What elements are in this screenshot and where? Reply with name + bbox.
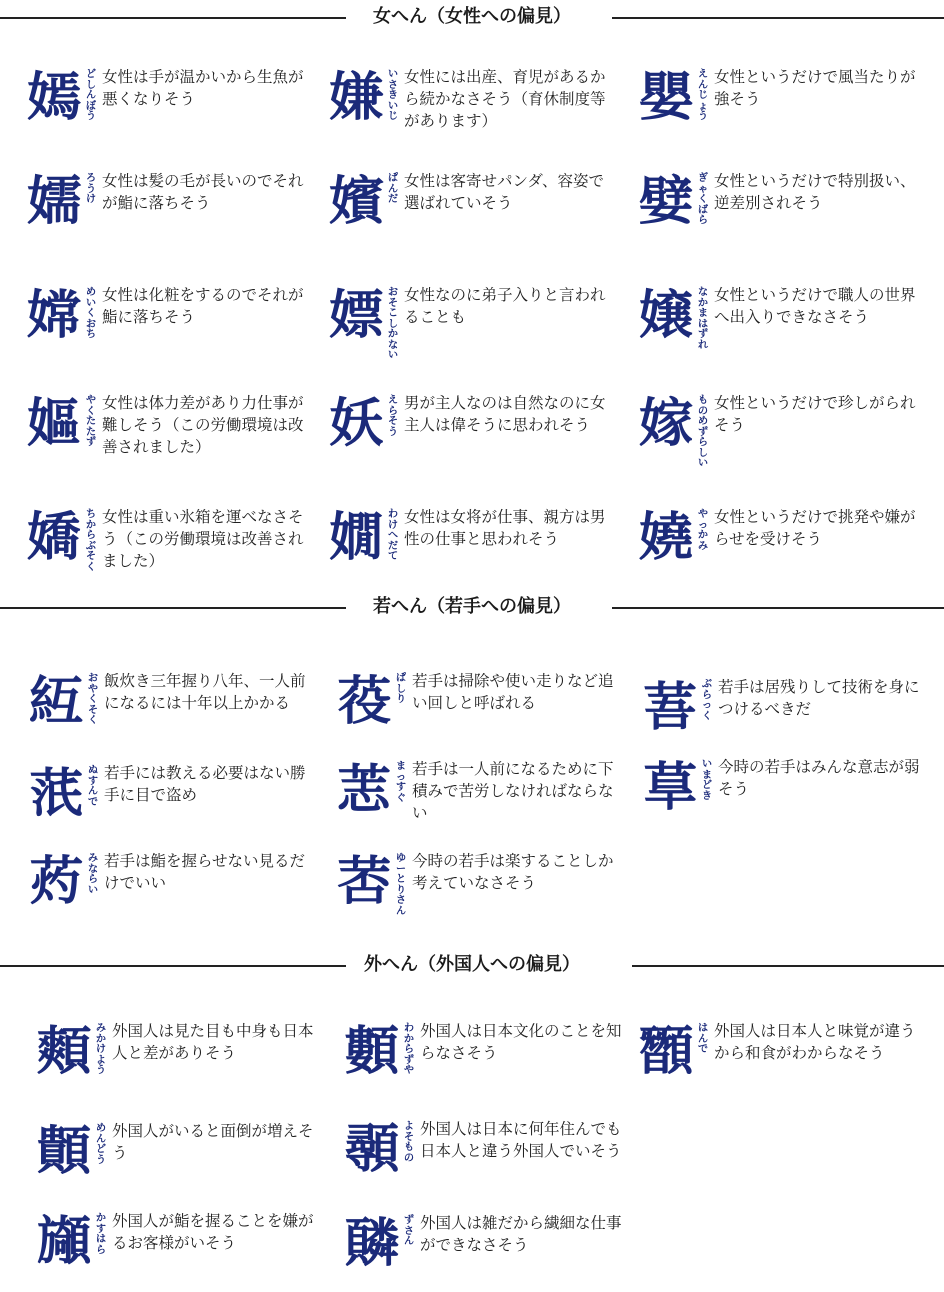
kanji-glyph: 䓈 — [336, 671, 390, 732]
kanji-reading: ろうけ — [86, 173, 96, 205]
entry — [24, 170, 324, 250]
kanji-reading: おやくそく — [88, 673, 98, 726]
entry — [26, 850, 326, 930]
kanji-reading: ずさん — [404, 1215, 414, 1247]
entry — [26, 670, 326, 750]
kanji-glyph: 嫦 — [26, 285, 80, 346]
entry — [342, 1118, 642, 1198]
section-header — [0, 952, 944, 978]
entry-text: 女性は重い氷箱を運べなさそう（この労働環境は改善されました） — [102, 508, 304, 570]
entry — [34, 1210, 334, 1290]
entry — [326, 506, 626, 586]
kanji-glyph: 䓊 — [642, 677, 696, 738]
kanji-glyph: 嫖 — [328, 285, 382, 346]
entry-text: 外国人は雑だから繊細な仕事ができなさそう — [420, 1214, 622, 1254]
entry-text: 外国人は見た目も中身も日本人と差がありそう — [112, 1022, 314, 1062]
entry — [326, 66, 626, 146]
entry — [24, 284, 324, 364]
kanji-reading: ぬすんで — [88, 765, 98, 808]
entry-text: 今時の若手はみんな意志が弱そう — [718, 758, 920, 798]
kanji-glyph: 䓎 — [28, 851, 82, 912]
kanji-reading: みならい — [88, 853, 98, 896]
entry — [334, 670, 634, 750]
kanji-reading: ぎゃくばら — [698, 173, 708, 226]
entry — [636, 506, 936, 586]
kanji-reading: ちからぶそく — [86, 509, 96, 573]
section-title: 外へん（外国人への偏見） — [348, 954, 596, 975]
kanji-glyph: 䓏 — [336, 851, 390, 912]
entry-text: 外国人は日本に何年住んでも日本人と違う外国人でいそう — [420, 1120, 622, 1160]
kanji-glyph: 䓋 — [28, 763, 82, 824]
section-title: 女へん（女性への偏見） — [357, 6, 587, 27]
entry — [24, 392, 324, 472]
entry — [326, 170, 626, 250]
entry-text: 女性は化粧をするのでそれが鮨に落ちそう — [102, 286, 304, 326]
section-header — [0, 4, 944, 30]
kanji-glyph: 妖 — [328, 393, 382, 454]
entry-text: 女性は髪の毛が長いのでそれが鮨に落ちそう — [102, 172, 304, 212]
entry — [326, 284, 626, 364]
entry-text: 女性には出産、育児があるから続かなさそう（育休制度等があります） — [404, 68, 606, 130]
kanji-glyph: 䫮 — [344, 1119, 398, 1180]
kanji-reading: はんで — [698, 1023, 708, 1055]
entry — [334, 758, 634, 838]
entry — [636, 392, 936, 472]
kanji-reading: みかけよう — [96, 1023, 106, 1076]
entry-text: 若手は居残りして技術を身につけるべきだ — [718, 678, 920, 718]
entry-text: 若手には教える必要はない勝手に目で盗め — [104, 764, 306, 804]
entry-text: 女性というだけで職人の世界へ出入りできなさそう — [714, 286, 916, 326]
kanji-glyph: 䫪 — [36, 1021, 90, 1082]
entry — [24, 506, 324, 586]
entry-text: 外国人がいると面倒が増えそう — [112, 1122, 314, 1162]
kanji-glyph: 嫌 — [328, 67, 382, 128]
kanji-reading: えらそう — [388, 395, 398, 438]
kanji-reading: えんじょう — [698, 69, 708, 122]
kanji-reading: やくたたず — [86, 395, 96, 448]
kanji-reading: おそこしかない — [388, 287, 398, 361]
entry — [636, 284, 936, 364]
entry-text: 女性は女将が仕事、親方は男性の仕事と思われそう — [404, 508, 606, 548]
entry-text: 女性は手が温かいから生魚が悪くなりそう — [102, 68, 304, 108]
kanji-glyph: 䓍 — [642, 757, 696, 818]
kanji-glyph: 嫣 — [26, 67, 80, 128]
kanji-reading: よそもの — [404, 1121, 414, 1164]
kanji-glyph: 嫗 — [26, 393, 80, 454]
kanji-reading: なかまはずれ — [698, 287, 708, 351]
kanji-glyph: 嬪 — [328, 171, 382, 232]
kanji-reading: ゆーとりさん — [396, 853, 406, 917]
kanji-glyph: 䫯 — [36, 1211, 90, 1272]
entry-text: 今時の若手は楽することしか考えていなさそう — [412, 852, 614, 892]
entry-text: 女性は体力差があり力仕事が難しそう（この労働環境は改善されました） — [102, 394, 304, 456]
entry-text: 外国人は日本人と味覚が違うから和食がわからなそう — [714, 1022, 916, 1062]
kanji-glyph: 嬬 — [26, 171, 80, 232]
entry — [26, 762, 326, 842]
kanji-glyph: 䫬 — [638, 1021, 692, 1082]
kanji-reading: ものめずらしい — [698, 395, 708, 469]
section-title: 若へん（若手への偏見） — [357, 596, 587, 617]
entry — [326, 392, 626, 472]
kanji-reading: どしんぼう — [86, 69, 96, 122]
entry-text: 女性というだけで挑発や嫌がらせを受けそう — [714, 508, 916, 548]
kanji-reading: ぱんだ — [388, 173, 398, 205]
kanji-glyph: 嬢 — [638, 285, 692, 346]
kanji-reading: かすはら — [96, 1213, 106, 1256]
entry-text: 女性というだけで珍しがられそう — [714, 394, 916, 434]
entry-text: 若手は一人前になるために下積みで苦労しなければならない — [412, 760, 614, 822]
entry — [342, 1212, 642, 1292]
kanji-glyph: 䫭 — [36, 1121, 90, 1182]
kanji-reading: いまどき — [702, 759, 712, 802]
kanji-reading: やっかみ — [698, 509, 708, 552]
kanji-glyph: 嬈 — [638, 507, 692, 568]
entry — [24, 66, 324, 146]
kanji-glyph: 䫰 — [344, 1213, 398, 1274]
kanji-reading: めいくおち — [86, 287, 96, 340]
kanji-glyph: 䫫 — [344, 1021, 398, 1082]
kanji-reading: めんどう — [96, 1123, 106, 1166]
entry — [636, 66, 936, 146]
entry — [334, 850, 634, 930]
entry-text: 飯炊き三年握り八年、一人前になるには十年以上かかる — [104, 672, 306, 712]
entry — [34, 1020, 334, 1100]
entry-text: 外国人は日本文化のことを知らなさそう — [420, 1022, 622, 1062]
entry-text: 若手は掃除や使い走りなど追い回しと呼ばれる — [412, 672, 614, 712]
entry — [636, 170, 936, 250]
kanji-reading: いさきいじ — [388, 69, 398, 122]
kanji-glyph: 嬖 — [638, 171, 692, 232]
entry-text: 女性というだけで特別扱い、逆差別されそう — [714, 172, 916, 212]
entry-text: 女性というだけで風当たりが強そう — [714, 68, 916, 108]
kanji-glyph: 嬰 — [638, 67, 692, 128]
kanji-reading: まっすぐ — [396, 761, 406, 804]
entry-text: 女性は客寄せパンダ、容姿で選ばれていそう — [404, 172, 604, 212]
entry — [640, 676, 940, 756]
entry — [640, 756, 940, 836]
entry-text: 男が主人なのは自然なのに女主人は偉そうに思われそう — [404, 394, 606, 434]
kanji-reading: わからずや — [404, 1023, 414, 1076]
section-header — [0, 594, 944, 620]
entry — [636, 1020, 936, 1100]
kanji-glyph: 嫁 — [638, 393, 692, 454]
kanji-reading: ぶらっく — [702, 679, 712, 722]
kanji-glyph: 嬌 — [26, 507, 80, 568]
kanji-glyph: 嫺 — [328, 507, 382, 568]
entry-text: 若手は鮨を握らせない見るだけでいい — [104, 852, 306, 892]
kanji-glyph: 䓌 — [336, 759, 390, 820]
kanji-reading: わけへだて — [388, 509, 398, 562]
kanji-reading: ぱしり — [396, 673, 406, 705]
entry-text: 外国人が鮨を握ることを嫌がるお客様がいそう — [112, 1212, 314, 1252]
entry — [34, 1120, 334, 1200]
entry-text: 女性なのに弟子入りと言われることも — [404, 286, 606, 326]
entry — [342, 1020, 642, 1100]
kanji-glyph: 䊺 — [28, 671, 82, 732]
